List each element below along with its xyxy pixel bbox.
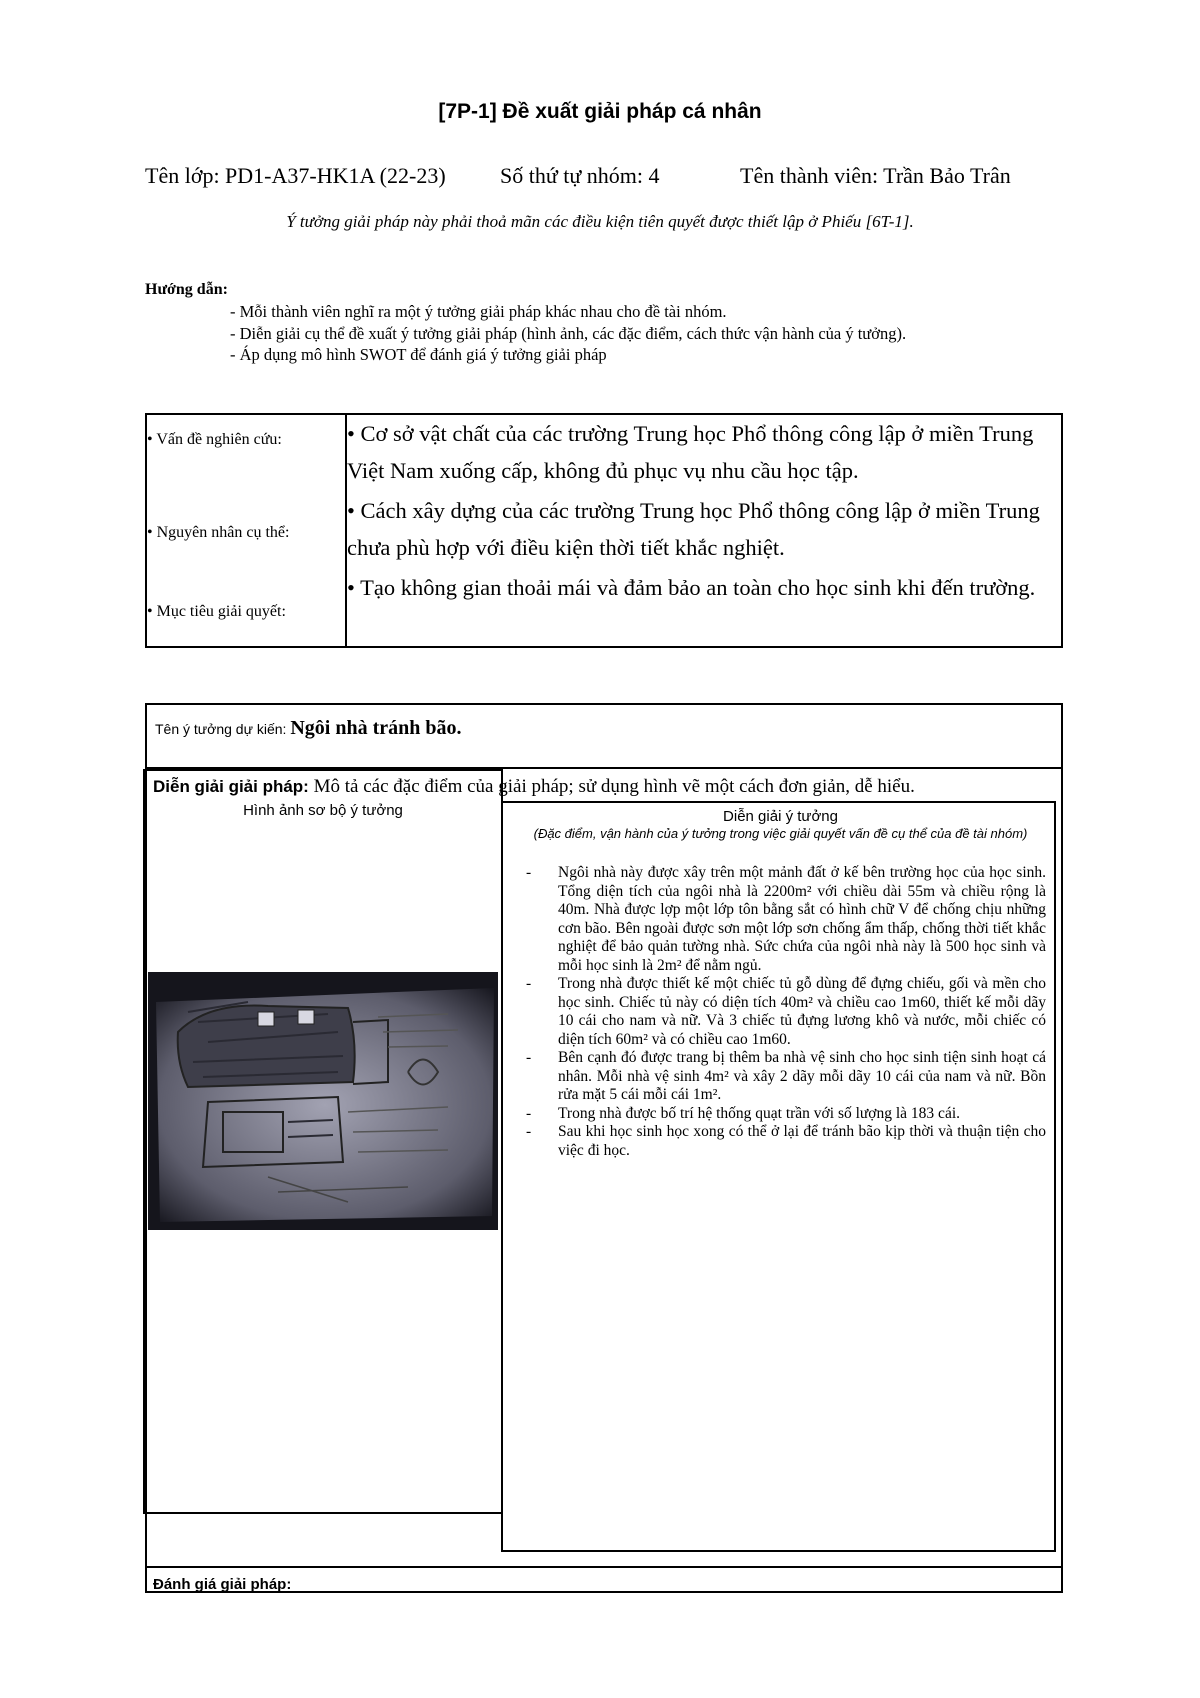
goal-value: • Tạo không gian thoải mái và đảm bảo an toàn cho học sinh khi đến trường. bbox=[347, 575, 1036, 600]
label-column bbox=[146, 414, 346, 647]
idea-name-value: Ngôi nhà tránh bão. bbox=[290, 717, 462, 739]
divider bbox=[145, 1566, 1063, 1568]
cause-label: • Nguyên nhân cụ thể: bbox=[147, 524, 290, 541]
guide-item: - Mỗi thành viên nghĩ ra một ý tưởng giải pháp khác nhau cho đề tài nhóm. bbox=[230, 302, 727, 321]
value-column bbox=[346, 414, 1062, 647]
class-name: Tên lớp: PD1-A37-HK1A (22-23) bbox=[145, 163, 446, 188]
guide-item: - Diễn giải cụ thể đề xuất ý tưởng giải pháp (hình ảnh, các đặc điểm, cách thức vận hành của ý tưởng). bbox=[230, 323, 907, 343]
research-problem-label: • Vấn đề nghiên cứu: bbox=[147, 431, 282, 448]
page-subtitle: Ý tưởng giải pháp này phải thoả mãn các điều kiện tiên quyết được thiết lập ở Phiếu [6T-1]. bbox=[286, 212, 914, 231]
sketch-image bbox=[148, 972, 498, 1230]
idea-name-label: Tên ý tưởng dự kiến: bbox=[155, 721, 287, 737]
description-list bbox=[526, 864, 1046, 1160]
guide-heading: Hướng dẫn: bbox=[145, 281, 228, 298]
list-item: - Trong nhà được bố trí hệ thống quạt trần với số lượng là 183 cái. bbox=[526, 1105, 1046, 1124]
evaluation-label: Đánh giá giải pháp: bbox=[153, 1576, 292, 1593]
goal-label: • Mục tiêu giải quyết: bbox=[147, 603, 286, 620]
explain-line bbox=[153, 776, 915, 798]
image-caption: Hình ảnh sơ bộ ý tưởng bbox=[243, 802, 403, 819]
list-item: - Ngôi nhà này được xây trên một mảnh đất ở kế bên trường học của học sinh. Tổng diện tích của ngôi nhà là 2200m² với chiều dài 55m và chiều rộng là 40m. Nhà được lợp một lớp tôn bằng sắt có hình chữ V để chống chịu những cơn bão. Bên ngoài được sơn một lớp sơn chống ẩm thấp, chống thời tiết khắc nghiệt để bảo quản tường nhà. Sức chứa của ngôi nhà này là 500 học sinh và mỗi học sinh là 2m² để nằm ngủ. bbox=[526, 864, 1046, 975]
problem-table bbox=[145, 413, 1063, 648]
guide-item: - Áp dụng mô hình SWOT để đánh giá ý tưởng giải pháp bbox=[230, 345, 607, 364]
list-item: - Sau khi học sinh học xong có thể ở lại để tránh bão kịp thời và thuận tiện cho việc đi học. bbox=[526, 1123, 1046, 1160]
cause-value: • Cách xây dựng của các trường Trung học Phổ thông công lập ở miền Trung chưa phù hợp với điều kiện thời tiết khắc nghiệt. bbox=[347, 498, 1040, 560]
research-problem-value: • Cơ sở vật chất của các trường Trung học Phổ thông công lập ở miền Trung Việt Nam xuống cấp, không đủ phục vụ nhu cầu học tập. bbox=[347, 421, 1034, 483]
member-name: Tên thành viên: Trần Bảo Trân bbox=[740, 163, 1011, 188]
list-item: - Bên cạnh đó được trang bị thêm ba nhà vệ sinh cho học sinh tiện sinh hoạt cá nhân. Mỗi nhà vệ sinh 4m² và xây 2 dãy mỗi dãy 10 cái của nam và nữ. Bồn rửa mặt 5 cái mỗi cái 1m². bbox=[526, 1049, 1046, 1105]
explain-text: Mô tả các đặc điểm của giải pháp; sử dụng hình vẽ một cách đơn giản, dễ hiểu. bbox=[313, 776, 915, 797]
list-item: - Trong nhà được thiết kế một chiếc tủ gỗ dùng để đựng chiếu, gối và mền cho học sinh. Chiếc tủ này có diện tích 40m² và chiều cao 1m60, thiết kế mỗi dãy 10 cái cho nam và nữ. Và 3 chiếc tủ đựng lương khô và nước, mỗi chiếc có diện tích 60m² và có chiều cao 1m60. bbox=[526, 975, 1046, 1049]
guide-list bbox=[145, 301, 1063, 366]
explain-label: Diễn giải giải pháp: bbox=[153, 777, 309, 796]
page-title: [7P-1] Đề xuất giải pháp cá nhân bbox=[438, 100, 762, 123]
group-number: Số thứ tự nhóm: 4 bbox=[500, 163, 660, 188]
idea-name bbox=[155, 717, 461, 740]
description-subtitle: (Đặc điểm, vận hành của ý tưởng trong việc giải quyết vấn đề cụ thể của đề tài nhóm) bbox=[533, 826, 1028, 841]
description-title: Diễn giải ý tưởng bbox=[723, 808, 838, 825]
